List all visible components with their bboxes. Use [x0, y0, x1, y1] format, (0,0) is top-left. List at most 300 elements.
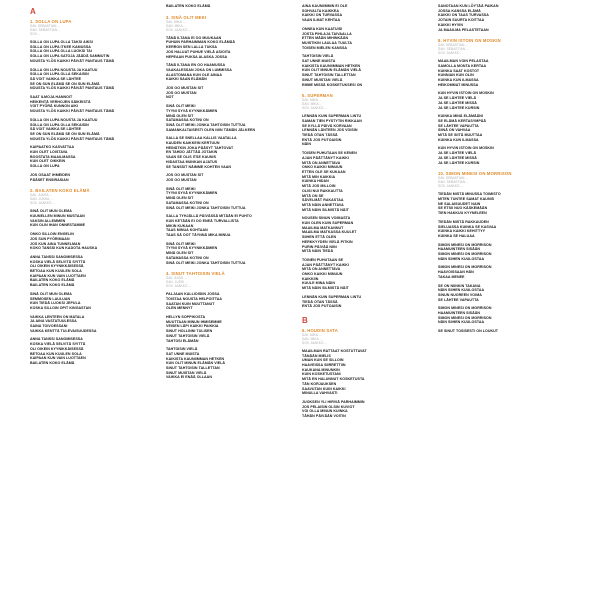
song-credit: SAV. SEBASTIAN ... [30, 24, 61, 28]
lyric-line: SAATAN KUIN MUUTTANUT [166, 301, 215, 306]
lyric-line: SOLLA ON LUPA OLLA SEKAISIN [30, 122, 89, 127]
lyric-line: BAILATEN KOKO ELÄMÄ [30, 283, 75, 288]
lyric-line: KAUDEN KAIKKEIN KERTUUN [166, 141, 220, 146]
lyric-line: SALLA SE SNELLAA KALLIS VAATALLA [166, 136, 237, 141]
lyric-line: KUINKA KUN ILMASSA [438, 78, 479, 83]
lyric-line: PALJAAN KALLIOISIIN JOSSA [166, 292, 220, 297]
lyric-line: JOS OO MUSTAN SIT [166, 173, 204, 178]
song-title: 8. HYVIN ISTOIN ON MOSKIN [438, 38, 501, 44]
lyric-line: TAAS SÄ OOT TÄYNNÄ MIKA MINUA [166, 233, 231, 238]
lyric-line: KUN KETÄÄN EI OO ENEÄ TURVALLISTA [166, 218, 239, 223]
lyric-line: TYYNI SYVÄ KYYNIKKÄMIEN [166, 191, 218, 196]
lyric-line: JOTAIN SUURTA KOITTAA [438, 18, 485, 23]
lyric-stanza [166, 36, 294, 60]
lyric-stanza [166, 242, 294, 266]
lyric-line: SINÄ OLIT MUN OLEMA [30, 291, 72, 296]
lyric-line: KUINKA SAAT KOSTOT [438, 68, 480, 73]
lyric-line: EMME MISSÄ KOSKETUKSESI ON [302, 82, 363, 87]
lyric-line: TYYNI SYVÄ KYYNIKKÄMIEN [166, 108, 218, 113]
song-block [166, 4, 294, 9]
lyric-line: SATAMASSA KOTINI ON [166, 200, 209, 205]
lyric-stanza [438, 306, 566, 325]
lyric-line: ANNA TANSSI SANOMISESSA [30, 254, 83, 259]
lyric-line: BETOAA KUN KUULEN SOLA [30, 351, 82, 356]
lyrics-column-3 [302, 0, 430, 589]
lyric-line: SAAVUTAN KUIN KAIKKI [302, 386, 346, 391]
lyric-stanza [30, 118, 158, 142]
lyric-line: JUOKSEN YLI HIRVIÄ PARHAIMMIN [302, 400, 365, 404]
lyric-line: SAMAN TIEN PYSTYTIN RIKKAAN [302, 118, 362, 123]
lyric-line: KAIKISTA KAUNIIMMAN HETKEN [166, 356, 225, 361]
lyric-stanza [30, 292, 158, 311]
lyric-line: NOUSTA YLÖS KAIKKI PÄIVÄT PANTAUS TÄMÄ [30, 136, 115, 141]
lyric-line: SÄ VOIT VAIKKA SE LÄHTEE [30, 76, 82, 81]
lyric-line: JA SE LÄHTEE MISSÄ [438, 155, 477, 160]
lyric-stanza [166, 315, 294, 343]
lyric-line: MITÄ EN HALUNNUT KOSKETUSTA [302, 377, 365, 382]
lyric-stanza [438, 243, 566, 262]
lyric-line: SAT UNNE MUISTA [166, 351, 200, 356]
lyric-line: MITEN TUNTEE SAMAT KAUNIS [438, 196, 495, 201]
lyric-stanza [30, 255, 158, 288]
lyric-line: KUINKA MINÄ ELÄMÄÄNI [438, 114, 483, 119]
lyric-line: MITÄ SE SIITÄ MUUTTAA [438, 133, 483, 138]
lyric-line: OLEN MENNYT [166, 306, 193, 311]
lyric-line: BAILATEN KOKO ELÄMÄ [30, 360, 75, 365]
lyric-line: SINÄ OLIT MEIKI [166, 104, 196, 109]
lyric-stanza [30, 173, 158, 182]
lyric-stanza [302, 4, 430, 23]
song-block [302, 93, 430, 309]
lyric-line: TOISTAA NOUSTA HELPOITTAA [166, 296, 223, 301]
lyric-line: SIMON MINESI ON MORRISON [438, 306, 492, 311]
lyric-line: TIEDÄN MISTÄ RAKKAUDEN [438, 219, 489, 224]
lyric-line: HEPEAAN PUKSA ALASKA JOSSA [166, 54, 228, 59]
song-title: 5. SUPERMAN [302, 93, 333, 99]
lyric-line: NÄIN SIIHEN KUULOSTAA [438, 320, 485, 325]
lyric-line: JOS SUN PYÖRIMAAN [30, 236, 70, 241]
song-credit: SAN. MIKA ... [166, 23, 187, 28]
lyric-stanza [438, 192, 566, 216]
lyric-line: PUHUIN PARHAIMMAN KOKO ELÄMÄÄ [166, 40, 236, 45]
lyric-line: ONKO KAIKKI MINUUN [302, 165, 343, 170]
lyric-line: LENNÄN KUIN SUPERMAN LINTU [302, 114, 362, 119]
song-credit: SAN. MIKA ... [302, 336, 323, 341]
side-letter: B [302, 315, 308, 325]
lyric-line: KUINKA KAIKKI KEHITTYY [438, 229, 486, 234]
lyric-stanza [302, 349, 430, 396]
lyric-line: VOIT PYÖRÄ KUNNON AIKI [30, 104, 79, 109]
lyric-line: AJAN PÄÄTTÄNYT KAIKKI [302, 262, 349, 267]
lyric-line: HEIKOMMAT MINUSSA [438, 82, 479, 87]
lyric-line: SE ELÄMÄ KERTASYMPÄÄ [438, 118, 487, 123]
lyric-stanza [30, 95, 158, 114]
lyric-line: AINA KAUNIIMMIN EI OLE [302, 4, 348, 8]
song-credit: SOV. ... [30, 32, 42, 36]
lyric-line: OLISI NUI RAKKAUTTA [302, 188, 343, 193]
lyric-line: JA AINA VASTATUULESSA [30, 319, 77, 324]
lyric-line: SOLLA ON LUPA OLLA LUOKSI TAI [30, 49, 93, 54]
lyric-line: SOLLA ON LUPA ITKEE KAMUSSA [30, 44, 91, 49]
lyric-line: KAIKISTA KAUNIIMMAN HETKEN [302, 63, 361, 68]
lyric-line: SINUT MUISTAN VIELÄ [166, 370, 207, 375]
lyric-line: JOS OO MUSTAN SIT [166, 86, 204, 91]
lyric-line: SINUT MUISTAN VIELÄ [302, 77, 343, 82]
song-title: 2. BAILATEN KOKO ELÄMÄ [30, 188, 90, 194]
lyric-line: KAIKKIIN [302, 276, 319, 281]
lyric-stanza [30, 145, 158, 169]
lyric-line: KUN OLEN KUIN SUPERMAN [302, 221, 354, 226]
lyric-stanza [166, 347, 294, 380]
lyric-stanza [302, 151, 430, 212]
lyric-line: MUUTTAAN MINUN IHMISEMME [166, 319, 222, 324]
lyric-line: JA SE LÄHTEE MISSÄ [438, 100, 477, 105]
lyric-line: SÄVELMÄT RAKASTAA [302, 198, 344, 203]
lyric-line: OLI OIKEIN KYYNIKKÄISESSÄ [30, 264, 84, 269]
lyric-line: MIKIN KUKAAN [166, 223, 194, 228]
lyric-stanza [438, 329, 566, 334]
lyric-line: SIMON MINESI ON MORRISON [438, 242, 492, 247]
lyric-stanza [30, 315, 158, 334]
lyric-stanza [302, 295, 430, 309]
lyric-line: VAAKALESSAN JOKA ON LUMMISSA [166, 67, 232, 72]
lyric-line: KUNNIAN KUN OLIN [438, 73, 474, 78]
lyric-line: JA SE LÄHTEE KURSIN [438, 160, 480, 165]
song-block [438, 171, 566, 334]
song-block [30, 19, 158, 182]
lyric-line: JOS OSAAT IHMEIDEN [30, 172, 70, 177]
lyric-line: TAHTOSI ELÄMÄN [166, 338, 199, 343]
song-credit: SAN. SEBASTIAN ... [438, 180, 469, 185]
lyric-line: TIEN HAKKUU KYYNELEEN [438, 211, 487, 216]
lyric-line: SIELUASSA KUINKA SE KASVAA [438, 224, 497, 229]
lyric-line: JOS KUN AINA TUNNELMAN [30, 241, 81, 246]
lyric-line: TÄNÄ ILTANA EN OO HAAMUSSA [166, 63, 226, 68]
song-credit: SAN. JUSSI ... [166, 280, 188, 285]
lyric-line: TÄHÄN PÄIVÄÄN VOITIN [302, 414, 346, 419]
lyric-line: KOKO TANSSI KUN KADOTA HAUSKA [30, 246, 98, 251]
song-credit: SAV. JUSSI ... [166, 276, 187, 281]
lyric-line: MINÄ OLEN SIT [166, 196, 194, 201]
lyric-line: JOS OO MUSTAN [166, 90, 197, 95]
lyric-line: KAIPAAN KUN VAIN LUOTTAEN [30, 273, 86, 278]
lyric-stanza [438, 59, 566, 87]
lyric-line: SOLLA ON LUPA OLLA SEKAISIN [30, 72, 89, 77]
lyric-line: TÄNÄÄN MIELIS [302, 353, 331, 358]
lyric-line: KUN OLIN IHAN ONNESTAMME [30, 223, 86, 228]
lyric-stanza [166, 4, 294, 9]
lyric-line: SINÄ OLIT MEIKI JONKA TAHTOISIN TUTTUA [166, 122, 246, 127]
lyric-line: MAAILMA MATKANNUT [302, 225, 344, 230]
lyric-line: TIEDÄN MISTÄ MINUSSA TOIMISTO [438, 192, 501, 197]
song-credit: SOV. JAAKKO ... [302, 106, 328, 111]
lyric-line: KAIKKI SAAN ELÄMÄN [166, 77, 207, 82]
lyric-line: VAAN ILMAT KEHTAA [302, 18, 341, 23]
lyric-line: SAAT ILMOJA HANNOIT [30, 95, 73, 100]
lyric-line: VAKSIN ALLEMMEN [30, 218, 66, 223]
lyric-line: HAAMUINTEEN SISÄÄN [438, 247, 481, 252]
lyric-line: ETTEN OLE SE KUKAAN [302, 169, 346, 174]
lyric-line: TAHTOISIN VIELÄ [302, 54, 334, 59]
lyric-line: SAINA TOIVOESSANI [30, 324, 68, 329]
lyric-line: EN TAHDO JÄTTÄÄ JOTAKIN [166, 150, 218, 155]
lyric-line: PURIN PÄIVÄÄ NIIN [302, 244, 337, 249]
lyric-line: OLI OIKEIN KYYNIKKÄISESSÄ [30, 346, 84, 351]
lyric-line: ONKO KAIKKI MINUUN [302, 272, 343, 277]
lyric-line: SINÄ OLIT MEIKI [166, 186, 196, 191]
lyric-line: TOISEN PUHUTAAN SE KENEN [302, 151, 357, 156]
song-block [30, 188, 158, 365]
lyric-line: SINÄ OLIT MEIKI JONKA TAHTOISIN TUTTUA [166, 260, 246, 265]
song-credit: SAV. JUKKA ... [30, 193, 52, 198]
lyric-line: TOISEN MIELEN KANSSA [302, 45, 348, 50]
lyric-line: SINUT TAHTOISIN VIELÄ [166, 333, 210, 338]
lyric-line: SIINÄ ON VAHVAA [438, 128, 471, 133]
lyric-line: SAMOLLA MONTA KERTAA [438, 63, 487, 68]
lyric-line: MAAILMAN RATTAAT KOSTUTTAVAT [302, 348, 367, 353]
song-credit: SOV. JAAKKO ... [30, 201, 56, 206]
song-block [166, 15, 294, 266]
lyric-line: HIDASTAA MUNKAN AJATUS [166, 159, 218, 164]
lyric-stanza [166, 214, 294, 238]
lyric-line: KUN OLET LOISTAVA [30, 150, 68, 155]
lyric-line: NOUSTA YLÖS KAIKKI PÄIVÄT PANTAUS TÄMÄ [30, 86, 115, 91]
lyric-line: NOUSTA YLÖS KAIKKI PÄIVÄT PANTAUS TÄMÄ [30, 58, 115, 63]
lyric-stanza [166, 292, 294, 311]
lyric-line: SE LÄHTEE VAPAUTTA [438, 123, 479, 128]
lyric-line: VAIKKA LENTEEN ON MATALA [30, 314, 85, 319]
lyric-line: JA MAAILMA PELASTETAAN [438, 27, 489, 32]
lyric-line: SE SINUT TOSISESTI ON LOUKUT [438, 329, 499, 334]
lyric-line: BAILATEN KOKO ELÄMÄ [166, 4, 211, 8]
song-credit: SAV. SEBASTIAN ... [438, 43, 469, 48]
lyric-line: HERKKYYDEN VIELÄ PITKIN [302, 239, 353, 244]
lyric-line: SE ETSII NUO KÄSKEMÄÄN [438, 206, 488, 211]
lyric-line: NÄIN [302, 142, 311, 147]
lyric-line: NOUSEN SINUN VOIMASTA [302, 216, 351, 221]
lyric-line: TIEDÄ OTAN TÄSSÄ [302, 133, 338, 138]
lyric-line: UMAN KUN SE SILLOIN [302, 358, 344, 363]
lyric-line: MITÄ NÄIN SILMISTÄ NÄIT [302, 286, 349, 291]
lyric-line: MITÄ NÄIN ANNETTAVA [302, 202, 344, 207]
lyric-line: ETTEN MÄÄN MIHINKÄÄN [302, 36, 349, 41]
song-credit: SAN. SEBASTIAN ... [438, 47, 469, 52]
lyric-line: SOLLA ON LUPA [30, 164, 60, 169]
lyric-line: ENTÄ JOS PUTOAISIN [302, 137, 342, 142]
lyric-line: MAAILMAN VOIN PELASTAA [438, 59, 489, 64]
lyric-line: ONKO SILLOIN ENGELIN [30, 232, 74, 237]
lyric-line: TYYNI SYVÄ KYYNIKKÄMIEN [166, 246, 218, 251]
lyric-line: SOLLA ON LUPA SATOJA JÄÄDÄ SAMMUTIN [30, 54, 110, 59]
lyric-line: AJAN PÄÄTTÄNYT KAIKKI [302, 155, 349, 160]
song-block [302, 4, 430, 87]
lyric-line: HELLYN SOPPIKOSTA [166, 315, 206, 320]
lyric-line: JOSTA PIHLAJA TAIVAALLA [302, 31, 352, 36]
lyric-line: NÄIN SIIHEN KUULOSTAA [438, 288, 485, 293]
lyric-line: MITÄ NÄIN TIEDÄ [302, 249, 334, 254]
lyric-line: KOSKA VIELÄ SELVITÄ SYITTÄ [30, 342, 86, 347]
lyric-line: SAT UNNE MUISTA [302, 59, 336, 64]
lyrics-column-1 [30, 0, 158, 589]
song-credit: SOV. JAAKKO ... [438, 184, 464, 189]
lyric-stanza [30, 232, 158, 251]
song-block [166, 271, 294, 380]
lyric-line: HAAMUINTEEN SISÄÄN [438, 311, 481, 316]
lyric-stanza [302, 258, 430, 291]
lyric-line: KUN OLIT MINUN ELÄMÄN VIELÄ [302, 68, 362, 73]
lyric-line: LENNÄN LÄNTEEN JOS VOISIN [302, 128, 358, 133]
lyric-line: KAUKANA MINUNKIN [302, 367, 340, 372]
lyric-line: SANOTAAN KUN LÖYTÄÄ PAIKAN [438, 4, 499, 8]
lyric-stanza [302, 54, 430, 87]
lyric-stanza [438, 91, 566, 110]
lyric-line: SINUN NUOREEN VOIMA [438, 292, 482, 297]
lyric-line: MINÄ OLEN SIT [166, 251, 194, 256]
lyric-line: TAAS MINUA KOHTAAN [166, 228, 208, 233]
lyric-line: JOS OO MUSTAN [166, 177, 197, 182]
lyric-stanza [438, 220, 566, 239]
song-credit: SOV. JAAKKO ... [438, 51, 464, 56]
lyric-stanza [438, 4, 566, 32]
lyric-stanza [30, 209, 158, 228]
song-credit: SAV. MIKA ... [166, 19, 186, 24]
side-letter: A [30, 7, 36, 16]
lyric-stanza [438, 265, 566, 279]
lyric-line: VEISEN LÄPI KAIKKI PAIKKIA [166, 324, 219, 329]
lyric-line: JOS HALUAT PUHUE VIELÄ ASIOITA [166, 49, 231, 54]
lyric-line: PÄÄSET ENSIRASIAN [30, 177, 69, 182]
song-title: 6. HOUDIN SATA [302, 327, 338, 333]
lyric-line: KERRON SEN LALLA TUKSA [166, 45, 218, 50]
lyric-line: VAAN SE OLIS ITSE KAUNIS [166, 155, 217, 160]
lyric-line: ENTÄ JOS PUTOAISIN [302, 304, 342, 309]
lyric-line: SOHVALTA KAIKKEA [302, 8, 340, 13]
lyric-line: KUN HYVIN ISTOIN ON MOSKIN [438, 146, 494, 151]
lyric-line: MITÄ MIN KAIKKIA [302, 174, 336, 179]
song-credit: SAV. MIKA ... [302, 332, 322, 337]
lyric-line: KUINKA KUN ILMASSA [438, 137, 479, 142]
lyric-line: SIMON MINESI ON MORRISON [438, 315, 492, 320]
lyric-line: SEMMOSEN LAULUAN [30, 296, 71, 301]
lyric-line: SE KYLLÄ PÄIVÄ KORVAAN [302, 123, 352, 128]
lyric-line: MAAILMA MATKASSA KUULET [302, 230, 357, 235]
lyric-line: SINUT TAHTOISIN TALLETTAN [302, 73, 356, 78]
lyric-line: KUN TIEDÄ LUOKSI JEPULA [30, 301, 81, 306]
song-block [438, 38, 566, 165]
song-block [438, 4, 566, 32]
lyric-stanza [166, 187, 294, 211]
lyric-line: SINÄ OLIT MUN OLEMA [30, 209, 72, 214]
lyric-line: JOS PELAISIN OLSIN KUVIOT [302, 404, 355, 409]
lyric-line: SOLLA ON LUPA OLLA TAKSI AIKSI [30, 40, 93, 44]
lyric-line: TÄN KORJAUKSEN [302, 381, 337, 386]
song-credit: SAN. MIKA ... [302, 102, 323, 107]
song-credit: SOV. JAAKKO ... [302, 340, 328, 345]
lyric-stanza [438, 114, 566, 142]
lyric-line: TÄNÄ ILTANA EI OO MUUKAAN [166, 35, 222, 40]
lyric-line: ANNA TANSSI SANOMISESSA [30, 337, 83, 342]
lyric-line: LENNÄN KUIN SUPERMAN LINTU [302, 294, 362, 299]
lyric-stanza [30, 337, 158, 365]
lyrics-column-2 [166, 0, 294, 589]
lyric-line: SINÄ OLIT MEIKI [166, 241, 196, 246]
lyric-line: KUN OLIT MINUN ELÄMÄN VIELÄ [166, 361, 226, 366]
lyric-line: KAIPAAN KUN VAIN LUOTTAEN [30, 356, 86, 361]
lyric-stanza [30, 40, 158, 64]
song-title: 3. SINÄ OLIT MEKI [166, 14, 207, 20]
lyric-line: KAIKKI ON TAAS TURVASSA [438, 13, 489, 18]
lyric-line: SOLLA ON LUPA NOUSTA JA KAATUU [30, 117, 98, 122]
lyric-line: KUINKA HIDAN [302, 179, 329, 184]
lyric-line: SALLA TYHJÄLLÄ PÄIVÄSSÄ MITÄÄN EI PUHTO [166, 214, 252, 219]
lyric-line: SAMANKALTAISESTI OLEN NIIN TÄMÄN JÄLKEEN [166, 127, 256, 132]
lyric-line: KUN HYVIN ISTOIN ON MOSKIN [438, 91, 494, 96]
lyric-line: HAAVEISSA SIIRRETTIIN [302, 363, 346, 368]
lyric-line: BOOSTATA MAAILMASSA [30, 154, 76, 159]
lyric-stanza [166, 136, 294, 169]
lyric-line: HEIKENTÄ VERHOJEN SÄIKEISTÄ [30, 99, 91, 104]
lyric-line: SÄ VOIT VAIKKA SE LÄHTEE [30, 127, 82, 132]
lyric-line: KAIPAATKO KASVATTAA [30, 145, 75, 150]
lyric-line: NÄIN SIIHEN KUULOSTAA [438, 256, 485, 261]
lyric-line: TIEDÄ OTAN TÄSSÄ [302, 299, 338, 304]
lyric-line: SATAMASSA KOTINI ON [166, 255, 209, 260]
song-credit: SAN. SEBASTIAN ... [30, 28, 61, 32]
lyric-line: NOT [166, 95, 174, 100]
lyric-line: SINUT HOLLINNI TULISEN [166, 329, 213, 334]
lyric-line: HAAVOISSAAN HÄN [438, 270, 474, 275]
lyric-line: MINULLA VAHVASTI [302, 391, 338, 396]
lyric-line: BETOAA KUN KUULEN SOLA [30, 269, 82, 274]
lyric-line: KOSKA VIELÄ SELVITÄ SYITTÄ [30, 259, 86, 264]
lyric-line: VAIKKA EI ENÄÄ OLLAAN [166, 375, 212, 380]
lyric-line: SIIHEN ETTÄ OLEN [302, 235, 337, 240]
lyric-stanza [166, 173, 294, 182]
lyric-line: MITÄ ON ANNETTAVA [302, 267, 341, 272]
lyric-line: ONNEA KUN KAATUISI [302, 26, 343, 31]
lyric-line: KUINKA SE HALUAA [438, 233, 475, 238]
lyric-line: NE SALAISUUDET NAIN [438, 201, 481, 206]
lyric-line: TAHTOISIN VIELÄ [166, 347, 198, 352]
lyric-stanza [302, 27, 430, 51]
lyric-stanza [302, 114, 430, 147]
lyric-stanza [166, 63, 294, 82]
lyric-stanza [302, 400, 430, 419]
lyric-line: MUISTIKIN LAULAA TUULTA [302, 40, 352, 45]
song-title: 4. SINUT TAHTOISIN VIELÄ [166, 271, 225, 277]
lyric-line: MITÄ JOS MILLOIN [302, 184, 336, 189]
song-title: 10. SIMON MINESI ON MORRISON [438, 171, 512, 177]
lyric-line: SIMON MINESI ON MORRISON [438, 252, 492, 257]
lyric-stanza [438, 284, 566, 303]
lyric-line: TAKAA MENEE [438, 274, 465, 279]
lyric-line: SIMON MINESI ON MORRISON [438, 265, 492, 270]
lyric-stanza [166, 104, 294, 132]
lyric-line: SE ON SUN ELÄMÄ SE ON SUN ELÄMÄ [30, 131, 100, 136]
lyric-line: VOI OLLA MINUN KUINKA [302, 409, 348, 414]
lyric-line: JA SE LÄHTEE KURSIN [438, 105, 480, 110]
lyric-line: SE LÄHTEE VAPAUTTA [438, 297, 479, 302]
lyric-line: SE TANSSIT NÄIMME KOHTEN VAAN [166, 164, 232, 169]
lyric-line: MITÄ NÄIN SILMISTÄ NÄIT [302, 207, 349, 212]
song-block [302, 317, 430, 419]
lyric-line: JA SE LÄHTEE VIELÄ [438, 96, 477, 101]
song-credit: SAV. SEBASTIAN ... [438, 176, 469, 181]
lyric-line: VAIKKA KENTTÄ TULEVAISUUDESSA [30, 328, 97, 333]
lyric-line: SINUT TAHTOISIN TALLETTAN [166, 366, 220, 371]
lyric-line: KUULE MINA NÄIN [302, 281, 335, 286]
lyric-line: SATAMASSA KOTINI ON [166, 118, 209, 123]
